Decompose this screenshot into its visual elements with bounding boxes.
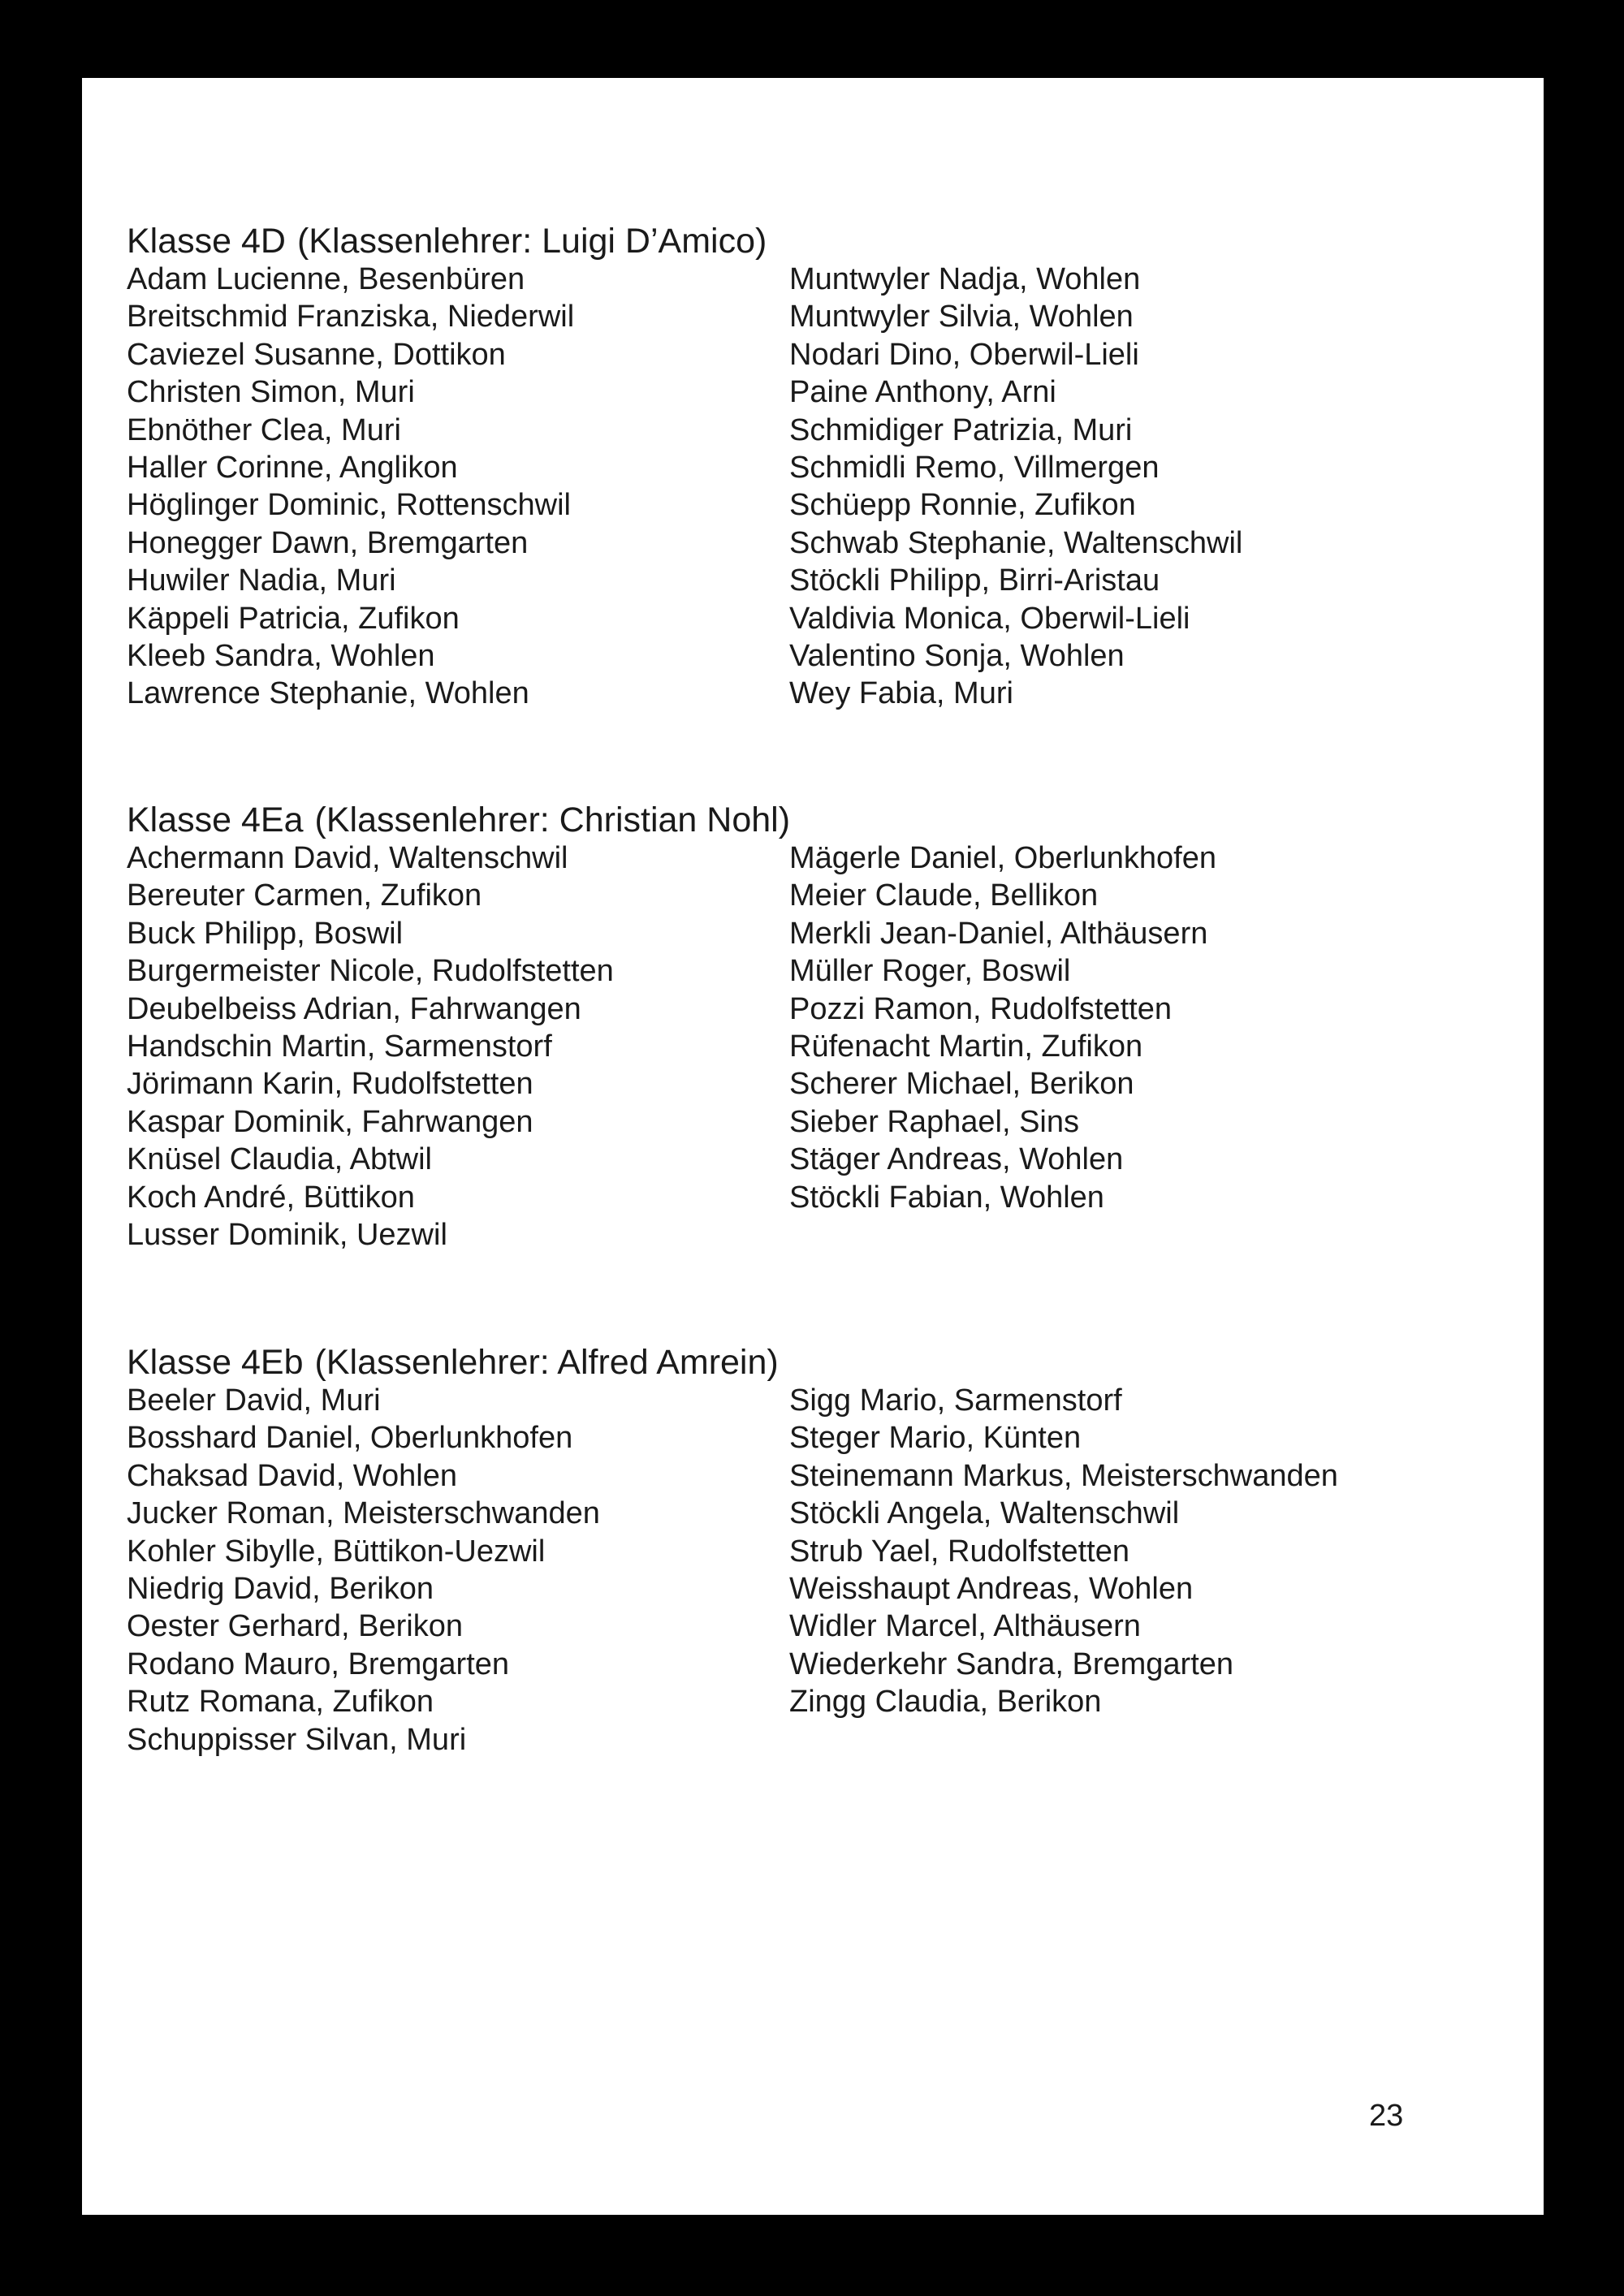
student-entry: Höglinger Dominic, Rottenschwil — [127, 488, 571, 523]
student-entry: Wiederkehr Sandra, Bremgarten — [789, 1646, 1234, 1681]
class-section-4ea — [127, 801, 1507, 1252]
student-entry: Jucker Roman, Meisterschwanden — [127, 1496, 600, 1531]
student-entry: Buck Philipp, Boswil — [127, 916, 404, 951]
student-entry: Sigg Mario, Sarmenstorf — [789, 1383, 1122, 1418]
student-entry: Scherer Michael, Berikon — [789, 1067, 1134, 1102]
student-entry: Deubelbeiss Adrian, Fahrwangen — [127, 991, 581, 1026]
student-entry: Chaksad David, Wohlen — [127, 1458, 457, 1493]
section-heading — [127, 801, 1507, 839]
class-section-4d — [127, 222, 1507, 711]
student-entry: Paine Anthony, Arni — [789, 375, 1056, 410]
student-entry: Achermann David, Waltenschwil — [127, 841, 568, 875]
student-entry: Schmidiger Patrizia, Muri — [789, 412, 1133, 447]
student-entry: Stöckli Angela, Waltenschwil — [789, 1496, 1180, 1531]
student-entry: Adam Lucienne, Besenbüren — [127, 262, 525, 296]
student-entry: Lusser Dominik, Uezwil — [127, 1217, 447, 1252]
student-entry: Niedrig David, Berikon — [127, 1571, 434, 1606]
student-entry: Stöckli Fabian, Wohlen — [789, 1180, 1104, 1215]
student-list-left — [127, 839, 614, 1254]
student-list-left — [127, 1382, 600, 1759]
section-heading — [127, 1343, 1507, 1382]
student-entry: Schuppisser Silvan, Muri — [127, 1722, 467, 1757]
student-entry: Widler Marcel, Althäusern — [789, 1609, 1141, 1644]
student-entry: Muntwyler Silvia, Wohlen — [789, 300, 1134, 334]
student-entry: Haller Corinne, Anglikon — [127, 450, 458, 485]
student-entry: Koch André, Büttikon — [127, 1180, 415, 1215]
student-entry: Merkli Jean-Daniel, Althäusern — [789, 916, 1208, 951]
student-entry: Kohler Sibylle, Büttikon-Uezwil — [127, 1534, 546, 1569]
student-entry: Müller Roger, Boswil — [789, 954, 1071, 989]
student-entry: Beeler David, Muri — [127, 1383, 381, 1418]
student-list-right — [789, 1382, 1338, 1721]
teacher-label: (Klassenlehrer: Luigi D’Amico) — [296, 222, 767, 261]
student-entry: Lawrence Stephanie, Wohlen — [127, 676, 529, 711]
student-entry: Bosshard Daniel, Oberlunkhofen — [127, 1421, 573, 1456]
student-entry: Handschin Martin, Sarmenstorf — [127, 1029, 552, 1064]
class-section-4eb — [127, 1343, 1507, 1757]
student-entry: Sieber Raphael, Sins — [789, 1104, 1079, 1139]
document-page — [82, 78, 1544, 2215]
student-entry: Weisshaupt Andreas, Wohlen — [789, 1571, 1194, 1606]
student-entry: Wey Fabia, Muri — [789, 676, 1013, 711]
student-entry: Bereuter Carmen, Zufikon — [127, 878, 482, 913]
student-entry: Schüepp Ronnie, Zufikon — [789, 488, 1136, 523]
teacher-label: (Klassenlehrer: Christian Nohl) — [314, 801, 791, 839]
student-entry: Schwab Stephanie, Waltenschwil — [789, 525, 1243, 560]
student-entry: Kaspar Dominik, Fahrwangen — [127, 1104, 533, 1139]
section-heading — [127, 222, 1507, 261]
student-entry: Steinemann Markus, Meisterschwanden — [789, 1458, 1338, 1493]
student-entry: Muntwyler Nadja, Wohlen — [789, 262, 1141, 296]
student-entry: Pozzi Ramon, Rudolfstetten — [789, 991, 1173, 1026]
student-list-right — [789, 839, 1216, 1216]
student-entry: Käppeli Patricia, Zufikon — [127, 601, 460, 636]
student-entry: Rodano Mauro, Bremgarten — [127, 1646, 510, 1681]
student-list-right — [789, 261, 1242, 713]
student-entry: Huwiler Nadia, Muri — [127, 563, 396, 598]
student-entry: Mägerle Daniel, Oberlunkhofen — [789, 841, 1216, 875]
student-entry: Kleeb Sandra, Wohlen — [127, 638, 435, 673]
student-entry: Rüfenacht Martin, Zufikon — [789, 1029, 1143, 1064]
student-entry: Christen Simon, Muri — [127, 375, 415, 410]
page-number: 23 — [1369, 2099, 1404, 2133]
student-entry: Ebnöther Clea, Muri — [127, 412, 401, 447]
student-entry: Oester Gerhard, Berikon — [127, 1609, 463, 1644]
student-entry: Jörimann Karin, Rudolfstetten — [127, 1067, 533, 1102]
student-entry: Nodari Dino, Oberwil-Lieli — [789, 337, 1139, 372]
student-entry: Honegger Dawn, Bremgarten — [127, 525, 529, 560]
student-entry: Stöckli Philipp, Birri-Aristau — [789, 563, 1160, 598]
student-entry: Valentino Sonja, Wohlen — [789, 638, 1125, 673]
student-entry: Knüsel Claudia, Abtwil — [127, 1142, 432, 1177]
student-entry: Burgermeister Nicole, Rudolfstetten — [127, 954, 614, 989]
class-label: Klasse 4Ea — [127, 801, 304, 839]
student-entry: Meier Claude, Bellikon — [789, 878, 1099, 913]
student-entry: Zingg Claudia, Berikon — [789, 1685, 1102, 1720]
teacher-label: (Klassenlehrer: Alfred Amrein) — [314, 1343, 779, 1382]
student-entry: Strub Yael, Rudolfstetten — [789, 1534, 1129, 1569]
student-entry: Valdivia Monica, Oberwil-Lieli — [789, 601, 1190, 636]
student-entry: Breitschmid Franziska, Niederwil — [127, 300, 575, 334]
class-label: Klasse 4D — [127, 222, 286, 261]
student-entry: Stäger Andreas, Wohlen — [789, 1142, 1124, 1177]
student-list-left — [127, 261, 574, 713]
student-entry: Rutz Romana, Zufikon — [127, 1685, 434, 1720]
class-label: Klasse 4Eb — [127, 1343, 304, 1382]
student-entry: Schmidli Remo, Villmergen — [789, 450, 1160, 485]
student-entry: Steger Mario, Künten — [789, 1421, 1082, 1456]
student-entry: Caviezel Susanne, Dottikon — [127, 337, 506, 372]
